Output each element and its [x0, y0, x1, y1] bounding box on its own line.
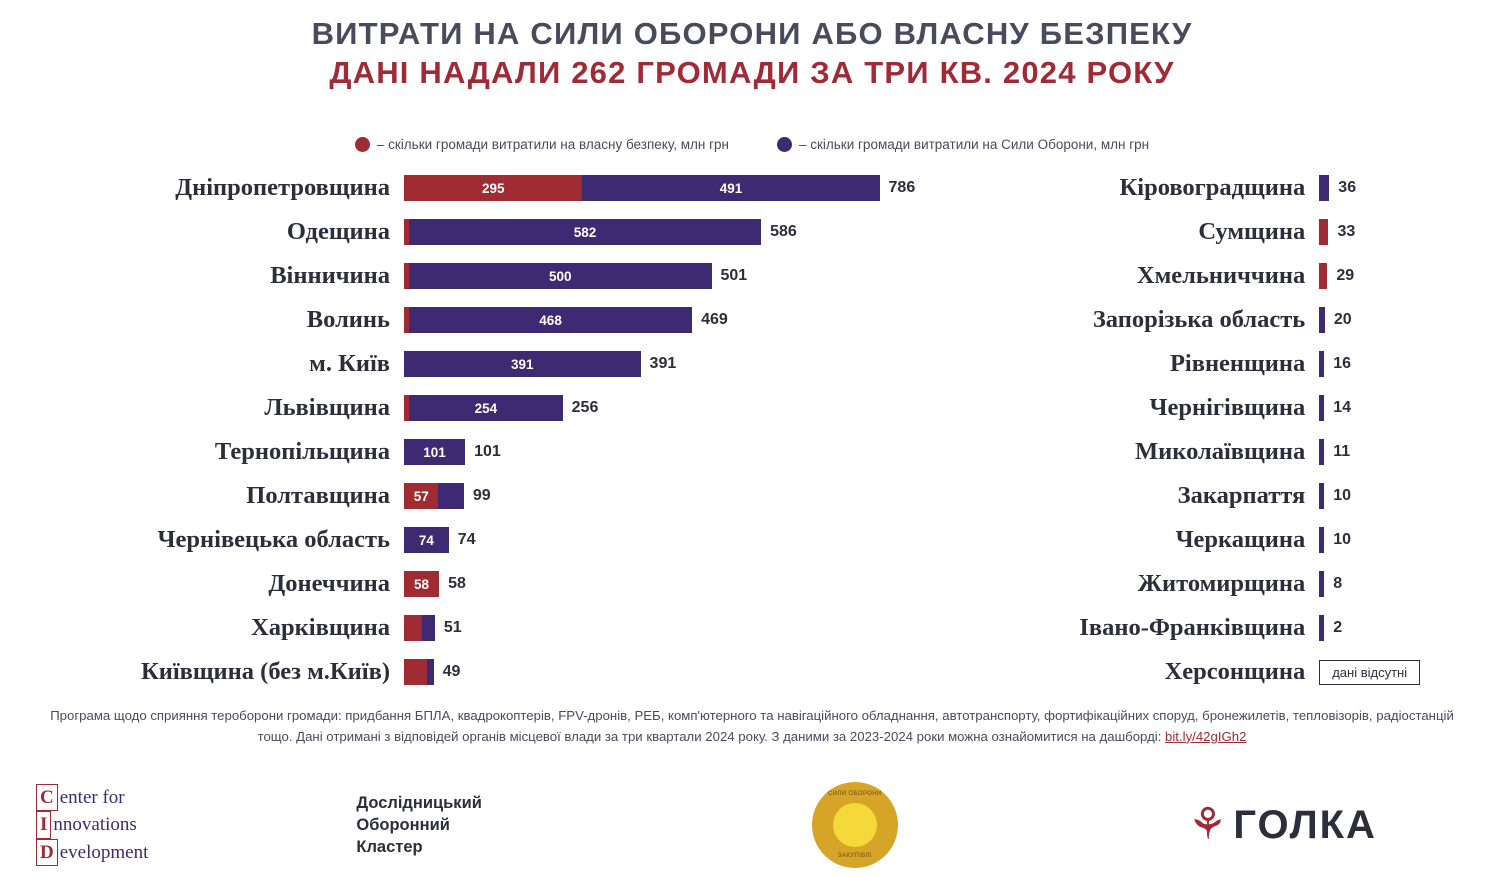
bar-segment-defense — [1319, 439, 1324, 465]
bar-segment-security — [404, 659, 427, 685]
region-label: Чернівецька область — [157, 526, 390, 554]
region-label: Рівненщина — [1169, 350, 1306, 378]
bar-segment-security: 58 — [404, 571, 439, 597]
chart-row — [955, 254, 1484, 298]
bar-total-value: 786 — [888, 179, 916, 197]
logo-golka — [1187, 800, 1377, 849]
cid-line2: nnovations — [53, 814, 137, 836]
chart-row — [955, 562, 1484, 606]
logo-cid — [36, 784, 148, 865]
chart-row — [50, 518, 915, 562]
bar-group — [1319, 210, 1355, 254]
bar-group — [1319, 650, 1420, 694]
doc-line3: Кластер — [356, 838, 423, 857]
region-label: Волинь — [306, 306, 390, 334]
region-label: Херсонщина — [1164, 658, 1306, 686]
legend-item-security — [355, 137, 729, 152]
bar-total-value: 14 — [1333, 399, 1352, 417]
no-data-badge: дані відсутні — [1319, 660, 1420, 685]
cid-cap-i: I — [36, 811, 51, 838]
bar-segment-defense: 468 — [409, 307, 692, 333]
chart-row — [955, 342, 1484, 386]
bar-total-value: 51 — [443, 619, 462, 637]
bar-total-value: 16 — [1333, 355, 1352, 373]
chart-row — [50, 342, 915, 386]
bar-segment-defense — [1319, 571, 1324, 597]
bar-segment-security — [404, 615, 422, 641]
bar-total-value: 36 — [1338, 179, 1357, 197]
bar-total-value: 256 — [571, 399, 599, 417]
bar-segment-defense: 582 — [409, 219, 761, 245]
cid-cap-c: C — [36, 784, 58, 811]
chart-row — [955, 650, 1484, 694]
needle-icon: ⚘ — [1187, 800, 1228, 849]
region-label: Черкащина — [1175, 526, 1306, 554]
bar-group — [1319, 518, 1351, 562]
chart-legend — [0, 137, 1504, 152]
chart-row — [50, 430, 915, 474]
chart-row — [50, 650, 915, 694]
chart-row — [50, 474, 915, 518]
doc-line2: Оборонний — [356, 815, 450, 834]
cid-cap-d: D — [36, 839, 58, 866]
chart-row — [50, 166, 915, 210]
legend-item-defense — [777, 137, 1149, 152]
page-subtitle: ДАНІ НАДАЛИ 262 ГРОМАДИ ЗА ТРИ КВ. 2024 РОКУ — [329, 54, 1175, 90]
footnote-line1: Програма щодо сприяння тероборони громади: придбання БПЛА, квадрокоптерів, FPV-дронів, РЕБ, комп'ютерного та навігаційного обладнання, автотранспорту, фортифікаційних споруд, бронежилетів, — [50, 708, 1290, 724]
bar-group — [1319, 166, 1356, 210]
bar-total-value: 2 — [1333, 619, 1343, 637]
bar-total-value: 391 — [649, 355, 677, 373]
region-label: Харківщина — [251, 614, 390, 642]
seal-inner — [833, 803, 877, 847]
bar-group — [1319, 254, 1354, 298]
chart-row — [50, 562, 915, 606]
region-label: м. Київ — [309, 350, 390, 378]
bar-group — [404, 386, 598, 430]
bar-total-value: 586 — [770, 223, 797, 241]
chart-row — [50, 254, 915, 298]
region-label: Львівщина — [264, 394, 390, 422]
bar-total-value: 10 — [1333, 531, 1352, 549]
bar-group — [404, 474, 491, 518]
bar-group — [404, 562, 466, 606]
bar-group — [404, 254, 747, 298]
bar-group — [1319, 430, 1350, 474]
legend-dot-security-icon — [355, 137, 370, 152]
chart-column-left — [20, 166, 915, 694]
bar-total-value: 11 — [1333, 443, 1351, 461]
bar-total-value: 8 — [1333, 575, 1343, 593]
bar-group — [1319, 606, 1342, 650]
chart-row — [955, 430, 1484, 474]
bar-group — [404, 430, 501, 474]
golka-wordmark: ГОЛКА — [1233, 802, 1377, 847]
bar-group — [404, 518, 476, 562]
bar-total-value: 101 — [474, 443, 501, 461]
bar-group — [404, 606, 462, 650]
footnote-line2: тепловізорів, радіостанцій тощо. Дані отримані з відповідей органів місцевої влади за три квартали 2024 року. З даними за 2023-2024 роки можна ознайомитися на дашборді: — [257, 708, 1454, 744]
region-label: Запорізька область — [1092, 306, 1306, 334]
bar-group — [1319, 562, 1342, 606]
bar-total-value: 74 — [457, 531, 476, 549]
chart-row — [50, 210, 915, 254]
bar-segment-defense — [1319, 615, 1324, 641]
chart-column-right — [915, 166, 1484, 694]
dashboard-link[interactable]: bit.ly/42gIGh2 — [1165, 728, 1247, 744]
legend-label-security: – скільки громади витратили на власну безпеку, млн грн — [376, 137, 729, 153]
chart-row — [50, 606, 915, 650]
bar-total-value: 20 — [1333, 311, 1352, 329]
region-label: Хмельниччина — [1136, 262, 1306, 290]
cid-line3: evelopment — [59, 841, 149, 863]
legend-dot-defense-icon — [777, 137, 792, 152]
bar-total-value: 469 — [701, 311, 728, 329]
chart-header — [0, 0, 1504, 91]
chart-body — [0, 166, 1504, 694]
bar-total-value: 501 — [720, 267, 748, 285]
bar-segment-defense — [1319, 175, 1329, 201]
bar-segment-security: 57 — [404, 483, 438, 509]
region-label: Полтавщина — [246, 482, 390, 510]
chart-row — [955, 298, 1484, 342]
cid-line1: enter for — [59, 787, 125, 809]
bar-group — [1319, 386, 1351, 430]
chart-row — [955, 386, 1484, 430]
legend-label-defense: – скільки громади витратили на Сили Оборони, млн грн — [798, 137, 1150, 153]
bar-group — [404, 298, 728, 342]
bar-group — [1319, 342, 1351, 386]
bar-segment-security — [1319, 263, 1327, 289]
bar-group — [404, 210, 797, 254]
bar-total-value: 58 — [448, 575, 466, 593]
bar-group — [404, 342, 676, 386]
bar-segment-defense — [422, 615, 435, 641]
chart-row — [50, 298, 915, 342]
bar-group — [404, 166, 915, 210]
bar-segment-defense: 391 — [404, 351, 641, 377]
bar-segment-defense — [1319, 527, 1324, 553]
page-title: ВИТРАТИ НА СИЛИ ОБОРОНИ АБО ВЛАСНУ БЕЗПЕКУ — [311, 16, 1193, 51]
region-label: Сумщина — [1198, 218, 1306, 246]
bar-segment-defense: 254 — [409, 395, 563, 421]
chart-row — [955, 606, 1484, 650]
seal-top-text: СИЛИ ОБОРОНИ — [827, 791, 882, 797]
bar-segment-security — [1319, 219, 1328, 245]
bar-segment-defense — [1319, 395, 1324, 421]
bar-total-value: 99 — [472, 487, 491, 505]
bar-total-value: 33 — [1337, 223, 1356, 241]
chart-row — [955, 210, 1484, 254]
region-label: Одещина — [286, 218, 390, 246]
region-label: Донеччина — [268, 570, 390, 598]
doc-line1: Дослідницький — [356, 793, 482, 812]
bar-group — [1319, 298, 1351, 342]
region-label: Вінничина — [270, 262, 390, 290]
bar-segment-defense — [1319, 307, 1325, 333]
region-label: Житомирщина — [1137, 570, 1306, 598]
bar-segment-defense — [1319, 351, 1324, 377]
chart-footer — [0, 779, 1504, 871]
chart-row — [955, 166, 1484, 210]
chart-row — [955, 518, 1484, 562]
bar-segment-defense: 500 — [409, 263, 712, 289]
chart-row — [955, 474, 1484, 518]
chart-footnote — [0, 706, 1504, 747]
bar-segment-security: 295 — [404, 175, 582, 201]
logo-defence-cluster — [356, 792, 481, 859]
region-label: Івано-Франківщина — [1079, 614, 1306, 642]
bar-total-value: 29 — [1336, 267, 1355, 285]
chart-row — [50, 386, 915, 430]
bar-segment-defense — [1319, 483, 1324, 509]
bar-segment-defense: 74 — [404, 527, 449, 553]
region-label: Закарпаття — [1177, 482, 1306, 510]
bar-total-value: 49 — [442, 663, 461, 681]
region-label: Кіровоградщина — [1119, 174, 1306, 202]
region-label: Чернігівщина — [1149, 394, 1306, 422]
seal-badge-icon — [812, 782, 898, 868]
region-label: Тернопільщина — [214, 438, 390, 466]
bar-total-value: 10 — [1333, 487, 1352, 505]
seal-bottom-text: ЗАКУПІВЛІ — [837, 853, 872, 859]
bar-group — [404, 650, 460, 694]
region-label: Миколаївщина — [1135, 438, 1306, 466]
bar-segment-defense: 101 — [404, 439, 465, 465]
region-label: Київщина (без м.Київ) — [140, 658, 390, 686]
bar-segment-defense — [438, 483, 463, 509]
bar-segment-defense — [427, 659, 434, 685]
bar-segment-defense: 491 — [582, 175, 879, 201]
region-label: Дніпропетровщина — [175, 174, 390, 202]
bar-group — [1319, 474, 1351, 518]
